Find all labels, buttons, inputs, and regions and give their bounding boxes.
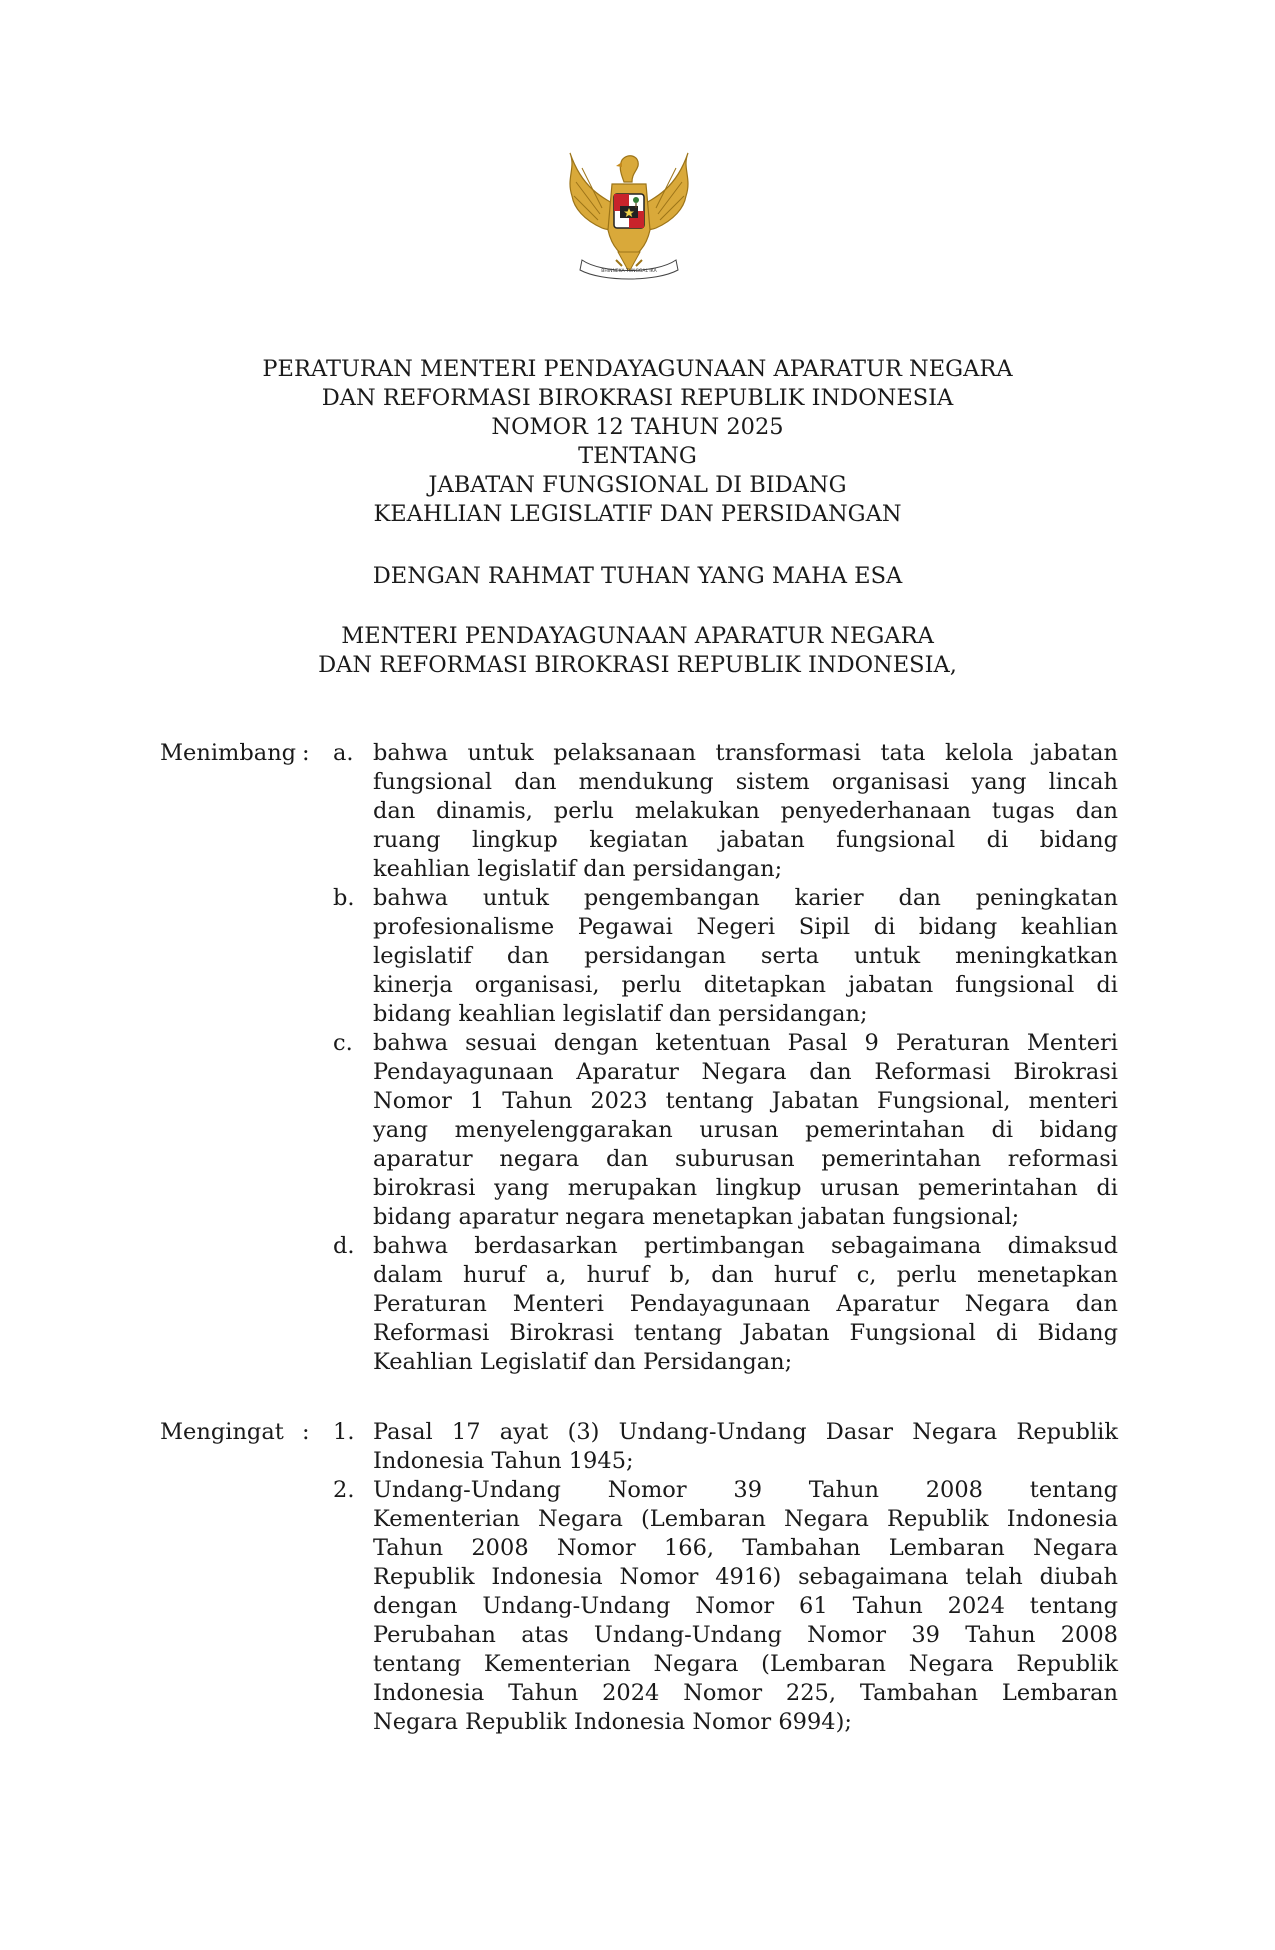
item-line: dan dinamis, perlu melakukan penyederhanaan tugas dan	[373, 798, 1118, 824]
menimbang-item-a	[373, 739, 1118, 884]
menimbang-label: Menimbang	[160, 740, 297, 766]
minister-line: DAN REFORMASI BIROKRASI REPUBLIK INDONESIA,	[318, 652, 957, 678]
item-line: Nomor 1 Tahun 2023 tentang Jabatan Fungsional, menteri	[373, 1088, 1118, 1114]
item-line: Pendayagunaan Aparatur Negara dan Reformasi Birokrasi	[373, 1059, 1118, 1085]
minister-title	[0, 622, 1275, 680]
title-line: NOMOR 12 TAHUN 2025	[491, 414, 784, 440]
mengingat-item-1	[373, 1418, 1118, 1476]
mengingat-colon: :	[302, 1419, 310, 1445]
item-line: Tahun 2008 Nomor 166, Tambahan Lembaran Negara	[373, 1535, 1118, 1561]
item-marker: a.	[333, 740, 354, 766]
item-line: birokrasi yang merupakan lingkup urusan pemerintahan di	[373, 1175, 1118, 1201]
item-line: Indonesia Tahun 2024 Nomor 225, Tambahan Lembaran	[373, 1680, 1118, 1706]
item-line: Indonesia Tahun 1945;	[373, 1448, 634, 1474]
title-line: JABATAN FUNGSIONAL DI BIDANG	[428, 472, 847, 498]
preamble-text: DENGAN RAHMAT TUHAN YANG MAHA ESA	[372, 563, 903, 589]
item-line: tentang Kementerian Negara (Lembaran Negara Republik	[373, 1651, 1118, 1677]
item-line: dalam huruf a, huruf b, dan huruf c, perlu menetapkan	[373, 1262, 1118, 1288]
item-marker: d.	[333, 1233, 355, 1259]
mengingat-label: Mengingat	[160, 1419, 284, 1445]
item-line: Pasal 17 ayat (3) Undang-Undang Dasar Negara Republik	[373, 1419, 1118, 1445]
item-line: bahwa untuk pelaksanaan transformasi tata kelola jabatan	[373, 740, 1118, 766]
item-line: kinerja organisasi, perlu ditetapkan jabatan fungsional di	[373, 972, 1118, 998]
title-line: TENTANG	[578, 443, 697, 469]
item-line: Reformasi Birokrasi tentang Jabatan Fungsional di Bidang	[373, 1320, 1118, 1346]
regulation-title	[0, 355, 1275, 529]
preamble	[0, 562, 1275, 591]
item-marker: b.	[333, 885, 355, 911]
garuda-icon	[562, 148, 696, 290]
menimbang-colon: :	[302, 740, 310, 766]
item-line: Kementerian Negara (Lembaran Negara Republik Indonesia	[373, 1506, 1118, 1532]
item-line: Keahlian Legislatif dan Persidangan;	[373, 1349, 793, 1375]
item-line: Perubahan atas Undang-Undang Nomor 39 Tahun 2008	[373, 1622, 1118, 1648]
item-line: profesionalisme Pegawai Negeri Sipil di bidang keahlian	[373, 914, 1118, 940]
item-line: fungsional dan mendukung sistem organisasi yang lincah	[373, 769, 1118, 795]
item-line: Undang-Undang Nomor 39 Tahun 2008 tentang	[373, 1477, 1118, 1503]
menimbang-item-b	[373, 884, 1118, 1029]
item-line: Negara Republik Indonesia Nomor 6994);	[373, 1709, 852, 1735]
item-line: bahwa sesuai dengan ketentuan Pasal 9 Peraturan Menteri	[373, 1030, 1118, 1056]
menimbang-item-d	[373, 1232, 1118, 1377]
item-line: bidang aparatur negara menetapkan jabatan fungsional;	[373, 1204, 1020, 1230]
title-line: KEAHLIAN LEGISLATIF DAN PERSIDANGAN	[373, 501, 902, 527]
item-line: bidang keahlian legislatif dan persidangan;	[373, 1001, 868, 1027]
garuda-emblem	[562, 148, 696, 290]
mengingat-item-2	[373, 1476, 1118, 1737]
item-marker: c.	[333, 1030, 353, 1056]
item-line: keahlian legislatif dan persidangan;	[373, 856, 783, 882]
minister-line: MENTERI PENDAYAGUNAAN APARATUR NEGARA	[341, 623, 934, 649]
item-marker: 1.	[333, 1419, 355, 1445]
item-line: ruang lingkup kegiatan jabatan fungsional di bidang	[373, 827, 1118, 853]
item-line: aparatur negara dan suburusan pemerintahan reformasi	[373, 1146, 1118, 1172]
title-line: PERATURAN MENTERI PENDAYAGUNAAN APARATUR NEGARA	[262, 356, 1013, 382]
item-line: bahwa untuk pengembangan karier dan peningkatan	[373, 885, 1118, 911]
item-line: legislatif dan persidangan serta untuk meningkatkan	[373, 943, 1118, 969]
item-line: dengan Undang-Undang Nomor 61 Tahun 2024 tentang	[373, 1593, 1118, 1619]
item-line: Peraturan Menteri Pendayagunaan Aparatur Negara dan	[373, 1291, 1118, 1317]
item-line: Republik Indonesia Nomor 4916) sebagaimana telah diubah	[373, 1564, 1118, 1590]
emblem-ribbon-text: BHINNEKA TUNGGAL IKA	[601, 269, 657, 274]
menimbang-item-c	[373, 1029, 1118, 1232]
item-marker: 2.	[333, 1477, 355, 1503]
title-line: DAN REFORMASI BIROKRASI REPUBLIK INDONESIA	[321, 385, 954, 411]
item-line: bahwa berdasarkan pertimbangan sebagaimana dimaksud	[373, 1233, 1118, 1259]
item-line: yang menyelenggarakan urusan pemerintahan di bidang	[373, 1117, 1118, 1143]
